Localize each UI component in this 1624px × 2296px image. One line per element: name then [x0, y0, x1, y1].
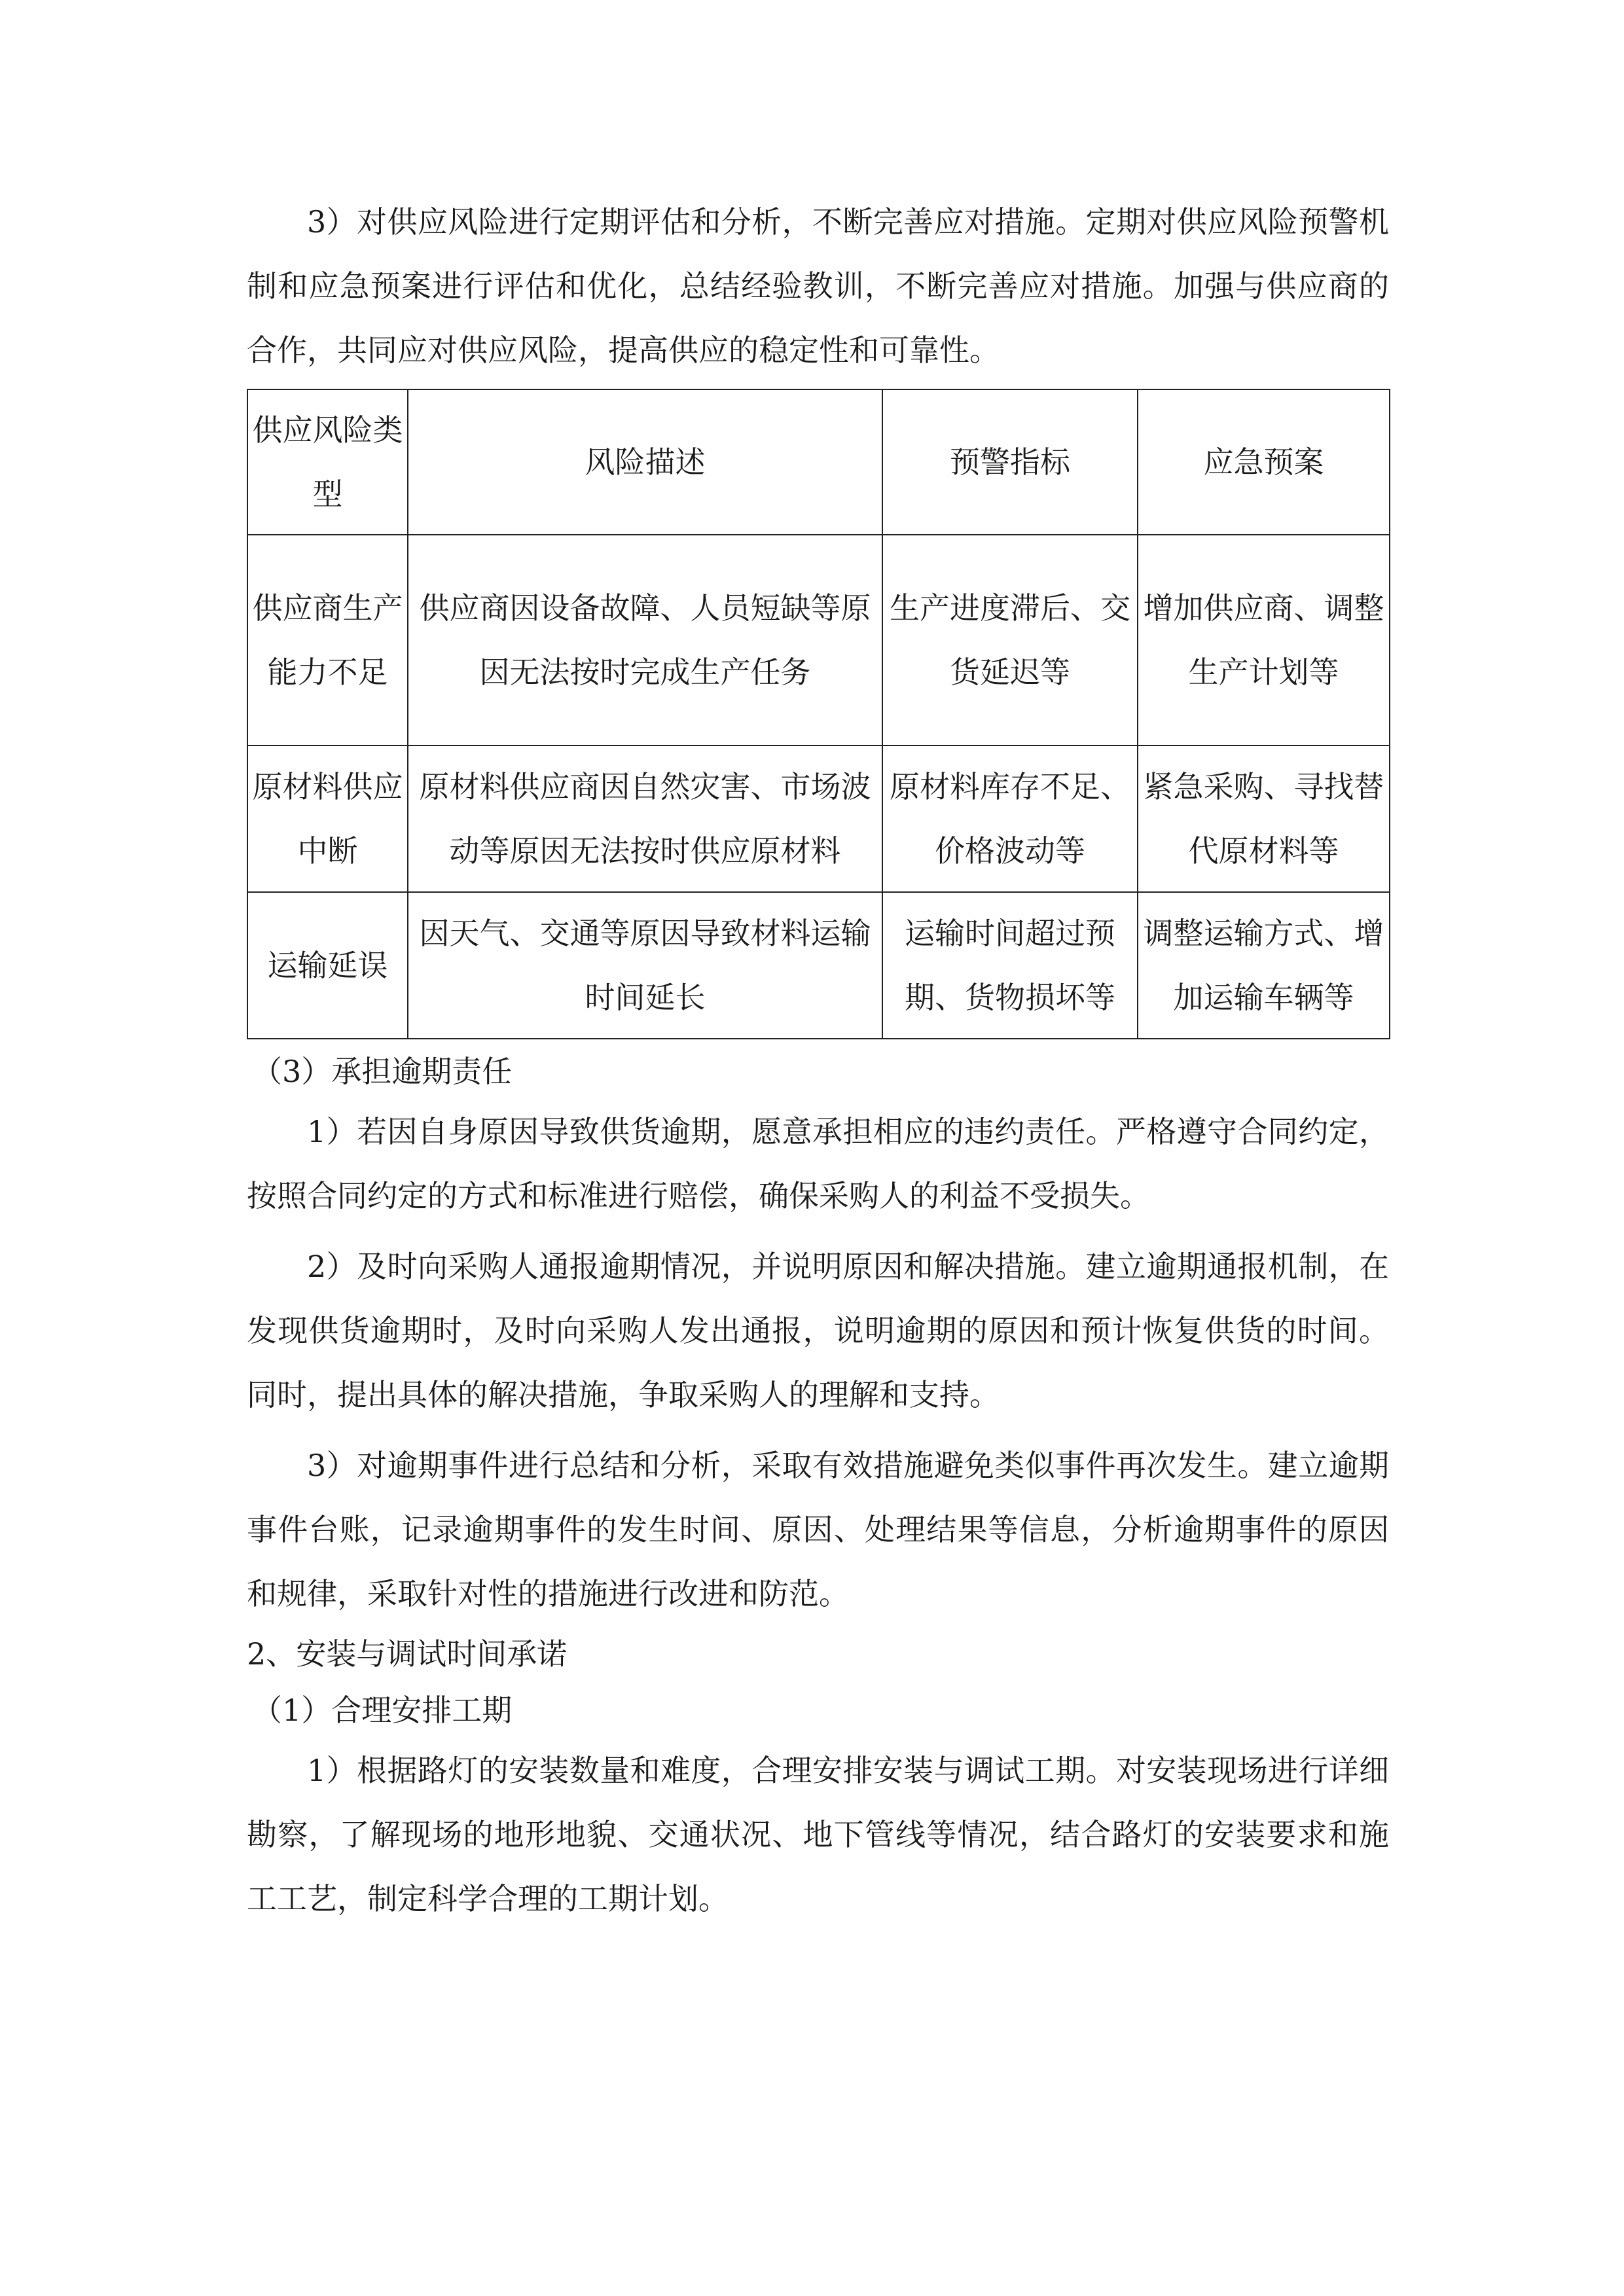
table-cell: 生产进度滞后、交货延迟等: [882, 535, 1138, 745]
install-sub-heading: （1）合理安排工期: [252, 1693, 513, 1728]
table-cell: 调整运输方式、增加运输车辆等: [1138, 892, 1390, 1039]
install-heading: 2、安装与调试时间承诺: [247, 1636, 568, 1672]
overdue-item-3: 3）对逾期事件进行总结和分析，采取有效措施避免类似事件再次发生。建立逾期事件台账，记录逾期事件的发生时间、原因、处理结果等信息，分析逾期事件的原因和规律，采取针对性的措施进行改进和防范。: [247, 1448, 1389, 1611]
table-cell: 原材料库存不足、价格波动等: [882, 745, 1138, 892]
header-emergency-plan: 应急预案: [1138, 389, 1390, 535]
document-page: [247, 190, 1389, 1931]
install-item-1: 1）根据路灯的安装数量和难度，合理安排安装与调试工期。对安装现场进行详细勘察，了解现场的地形地貌、交通状况、地下管线等情况，结合路灯的安装要求和施工工艺，制定科学合理的工期计划。: [247, 1753, 1389, 1916]
table-row: [247, 535, 1390, 745]
header-risk-description: 风险描述: [408, 389, 882, 535]
table-row: [247, 892, 1390, 1039]
table-cell: 紧急采购、寻找替代原材料等: [1138, 745, 1390, 892]
table-cell: 供应商因设备故障、人员短缺等原因无法按时完成生产任务: [408, 535, 882, 745]
overdue-item-1: 1）若因自身原因导致供货逾期，愿意承担相应的违约责任。严格遵守合同约定，按照合同约定的方式和标准进行赔偿，确保采购人的利益不受损失。: [247, 1114, 1389, 1213]
table-cell: 供应商生产能力不足: [247, 535, 408, 745]
header-risk-type: 供应风险类型: [247, 389, 408, 535]
table-cell: 运输时间超过预期、货物损坏等: [882, 892, 1138, 1039]
supply-risk-paragraph: 3）对供应风险进行定期评估和分析，不断完善应对措施。定期对供应风险预警机制和应急预案进行评估和优化，总结经验教训，不断完善应对措施。加强与供应商的合作，共同应对供应风险，提高供应的稳定性和可靠性。: [247, 204, 1389, 368]
overdue-item-2: 2）及时向采购人通报逾期情况，并说明原因和解决措施。建立逾期通报机制，在发现供货逾期时，及时向采购人发出通报，说明逾期的原因和预计恢复供货的时间。同时，提出具体的解决措施，争取采购人的理解和支持。: [247, 1249, 1389, 1412]
table-cell: 增加供应商、调整生产计划等: [1138, 535, 1390, 745]
table-cell: 运输延误: [247, 892, 408, 1039]
table-cell: 原材料供应商因自然灾害、市场波动等原因无法按时供应原材料: [408, 745, 882, 892]
table-header-row: [247, 389, 1390, 535]
header-warning-indicator: 预警指标: [882, 389, 1138, 535]
table-cell: 原材料供应中断: [247, 745, 408, 892]
table-row: [247, 745, 1390, 892]
table-cell: 因天气、交通等原因导致材料运输时间延长: [408, 892, 882, 1039]
overdue-heading: （3）承担逾期责任: [252, 1054, 513, 1089]
risk-table: [247, 389, 1390, 1039]
